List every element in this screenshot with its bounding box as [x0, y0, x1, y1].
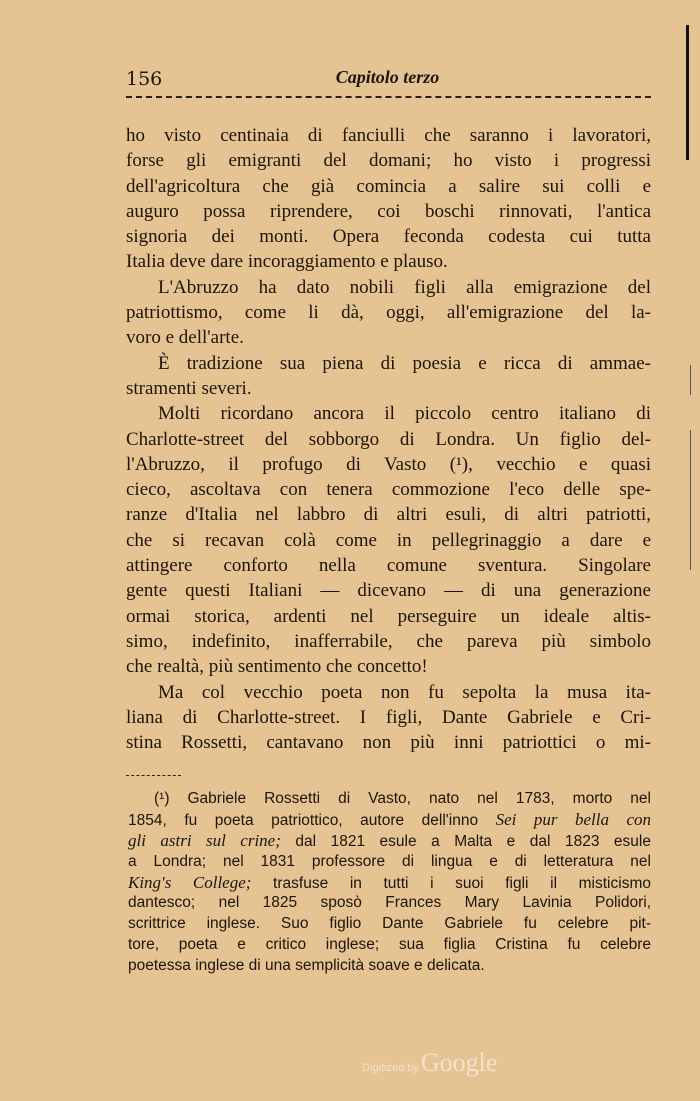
text-line: Molti ricordano ancora il piccolo centro italiano di: [158, 403, 651, 425]
footnote-line: [128, 789, 651, 810]
text-line: auguro possa riprendere, coi boschi rinnovati, l'antica: [126, 200, 651, 222]
footnote-line: [128, 810, 651, 831]
watermark: [362, 1048, 497, 1078]
footnote-line: [128, 956, 651, 977]
page-edge-mark: [690, 365, 691, 395]
page-edge-bar: [686, 25, 689, 160]
header-rule: [126, 96, 651, 98]
text-line: Ma col vecchio poeta non fu sepolta la musa ita-: [158, 681, 651, 703]
body-text: [126, 123, 651, 755]
running-title: Capitolo terzo: [335, 67, 440, 87]
watermark-logo: Google: [420, 1048, 498, 1077]
text-line: cieco, ascoltava con tenera commozione l'eco delle spe-: [126, 479, 651, 501]
footnote-text: trasfuse in tutti i suoi figli il misticismo: [251, 874, 651, 892]
text-line: forse gli emigranti del domani; ho visto i progressi: [126, 150, 651, 172]
footnote-text: a Londra; nel 1831 professore di lingua e di letteratura nel: [128, 852, 651, 870]
text-line: ormai storica, ardenti nel perseguire un ideale altis-: [126, 605, 651, 627]
footnote-line: [128, 873, 651, 894]
text-line: ho visto centinaia di fanciulli che saranno i lavoratori,: [126, 125, 651, 146]
footnote-line: [128, 893, 651, 914]
watermark-prefix: Digitized by: [362, 1062, 419, 1074]
text-line: Charlotte-street del sobborgo di Londra. Un figlio del-: [126, 428, 651, 450]
text-line: attingere conforto nella comune sventura. Singolare: [126, 555, 651, 577]
italic-title: gli astri sul crine;: [128, 830, 281, 850]
text-line: Italia deve dare incoraggiamento e plauso.: [126, 251, 448, 273]
text-line: che si recavan colà come in pellegrinaggio a dare e: [126, 529, 651, 551]
footnote-line: [128, 831, 651, 852]
italic-title: King's College;: [128, 872, 252, 892]
italic-title: Sei pur bella con: [495, 809, 651, 829]
text-line: stramenti severi.: [126, 377, 252, 399]
text-line: stina Rossetti, cantavano non più inni patriottici o mi-: [126, 732, 651, 754]
footnote-text: (¹) Gabriele Rossetti di Vasto, nato nel 1783, morto nel: [154, 790, 651, 807]
footnote-line: [128, 852, 651, 873]
page-edge-mark: [690, 430, 691, 570]
page-number: 156: [126, 68, 163, 90]
footnote: [128, 789, 651, 977]
text-line: È tradizione sua piena di poesia e ricca di ammae-: [158, 352, 651, 374]
footnote-text: dal 1821 esule a Malta e dal 1823 esule: [280, 832, 651, 850]
footnote-line: [128, 935, 651, 956]
text-line: dell'agricoltura che già comincia a salire sui colli e: [126, 175, 651, 197]
footnote-text: tore, poeta e critico inglese; sua figlia Cristina fu celebre: [128, 936, 651, 954]
footnote-line: [128, 914, 651, 935]
text-line: L'Abruzzo ha dato nobili figli alla emigrazione del: [158, 276, 651, 298]
footnote-text: poetessa inglese di una semplicità soave e delicata.: [128, 957, 485, 975]
text-line: che realtà, più sentimento che concetto!: [126, 656, 428, 678]
footnote-text: dantesco; nel 1825 sposò Frances Mary Lavinia Polidori,: [128, 894, 651, 912]
text-line: liana di Charlotte-street. I figli, Dante Gabriele e Cri-: [126, 706, 651, 728]
text-line: voro e dell'arte.: [126, 327, 244, 349]
text-line: l'Abruzzo, il profugo di Vasto (¹), vecchio e quasi: [126, 453, 651, 475]
text-line: ranze d'Italia nel labbro di altri esuli, di altri patriotti,: [126, 504, 651, 526]
text-line: signoria dei monti. Opera feconda codesta cui tutta: [126, 226, 651, 248]
text-line: patriottismo, come li dà, oggi, all'emigrazione del la-: [126, 302, 651, 324]
footnote-rule: [126, 775, 181, 776]
footnote-text: 1854, fu poeta patriottico, autore dell'inno: [128, 811, 496, 829]
footnote-text: scrittrice inglese. Suo figlio Dante Gabriele fu celebre pit-: [128, 915, 651, 933]
text-line: simo, indefinito, inafferrabile, che pareva più simbolo: [126, 630, 651, 652]
text-line: gente questi Italiani — dicevano — di una generazione: [126, 580, 651, 602]
